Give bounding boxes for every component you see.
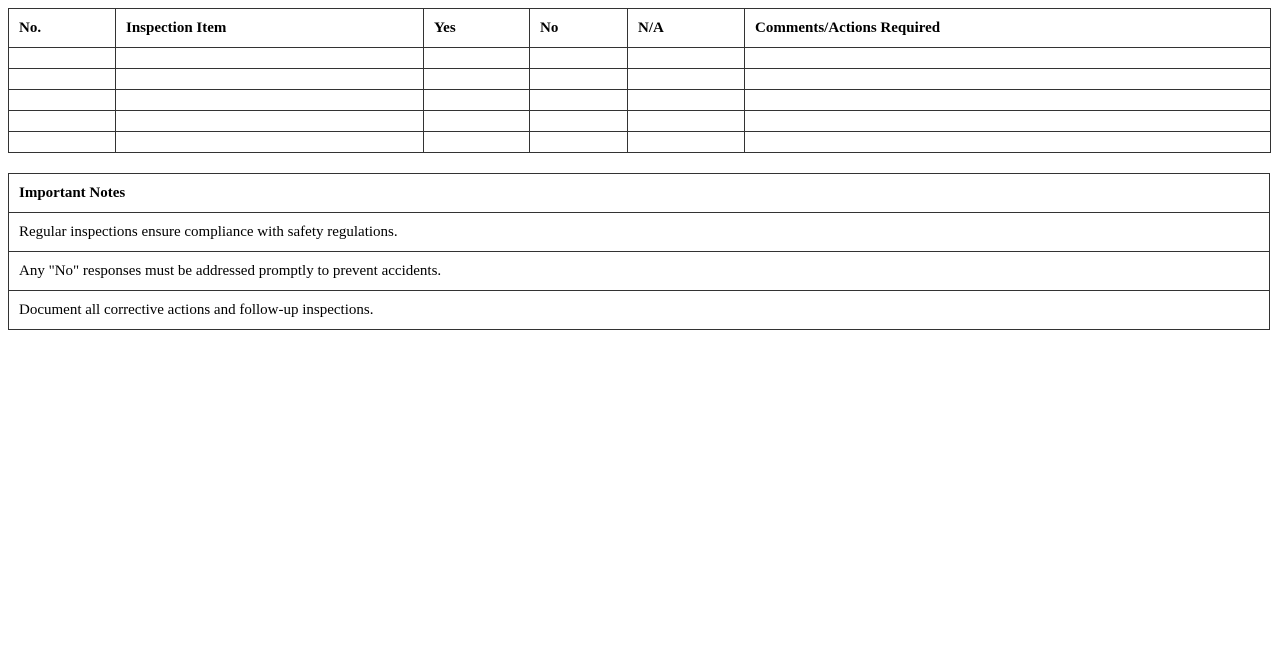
table-row (9, 69, 1271, 90)
header-yes: Yes (424, 9, 530, 48)
table-header-row (9, 9, 1271, 48)
cell-no-response[interactable] (530, 111, 628, 132)
table-row (9, 90, 1271, 111)
header-comments: Comments/Actions Required (745, 9, 1271, 48)
cell-comments[interactable] (745, 90, 1271, 111)
note-item: Regular inspections ensure compliance with safety regulations. (9, 213, 1270, 252)
cell-comments[interactable] (745, 48, 1271, 69)
header-no: No. (9, 9, 116, 48)
table-row (9, 111, 1271, 132)
page-content (8, 8, 1270, 330)
cell-inspection-item[interactable] (116, 111, 424, 132)
inspection-checklist-table (8, 8, 1271, 153)
important-notes-table (8, 173, 1270, 330)
cell-no[interactable] (9, 69, 116, 90)
cell-no-response[interactable] (530, 132, 628, 153)
cell-comments[interactable] (745, 111, 1271, 132)
cell-no[interactable] (9, 48, 116, 69)
cell-comments[interactable] (745, 69, 1271, 90)
cell-no-response[interactable] (530, 48, 628, 69)
note-row (9, 291, 1270, 330)
cell-na[interactable] (628, 69, 745, 90)
note-row (9, 252, 1270, 291)
note-item: Document all corrective actions and follow-up inspections. (9, 291, 1270, 330)
cell-inspection-item[interactable] (116, 48, 424, 69)
cell-na[interactable] (628, 132, 745, 153)
notes-header-row (9, 174, 1270, 213)
cell-yes[interactable] (424, 69, 530, 90)
cell-yes[interactable] (424, 132, 530, 153)
header-no-response: No (530, 9, 628, 48)
cell-inspection-item[interactable] (116, 132, 424, 153)
cell-no[interactable] (9, 132, 116, 153)
cell-no[interactable] (9, 111, 116, 132)
cell-yes[interactable] (424, 111, 530, 132)
cell-no[interactable] (9, 90, 116, 111)
cell-yes[interactable] (424, 90, 530, 111)
header-na: N/A (628, 9, 745, 48)
cell-na[interactable] (628, 90, 745, 111)
cell-na[interactable] (628, 111, 745, 132)
notes-title: Important Notes (9, 174, 1270, 213)
header-inspection-item: Inspection Item (116, 9, 424, 48)
cell-inspection-item[interactable] (116, 90, 424, 111)
table-row (9, 48, 1271, 69)
cell-comments[interactable] (745, 132, 1271, 153)
note-row (9, 213, 1270, 252)
cell-yes[interactable] (424, 48, 530, 69)
cell-na[interactable] (628, 48, 745, 69)
cell-no-response[interactable] (530, 69, 628, 90)
table-row (9, 132, 1271, 153)
cell-no-response[interactable] (530, 90, 628, 111)
note-item: Any "No" responses must be addressed promptly to prevent accidents. (9, 252, 1270, 291)
cell-inspection-item[interactable] (116, 69, 424, 90)
